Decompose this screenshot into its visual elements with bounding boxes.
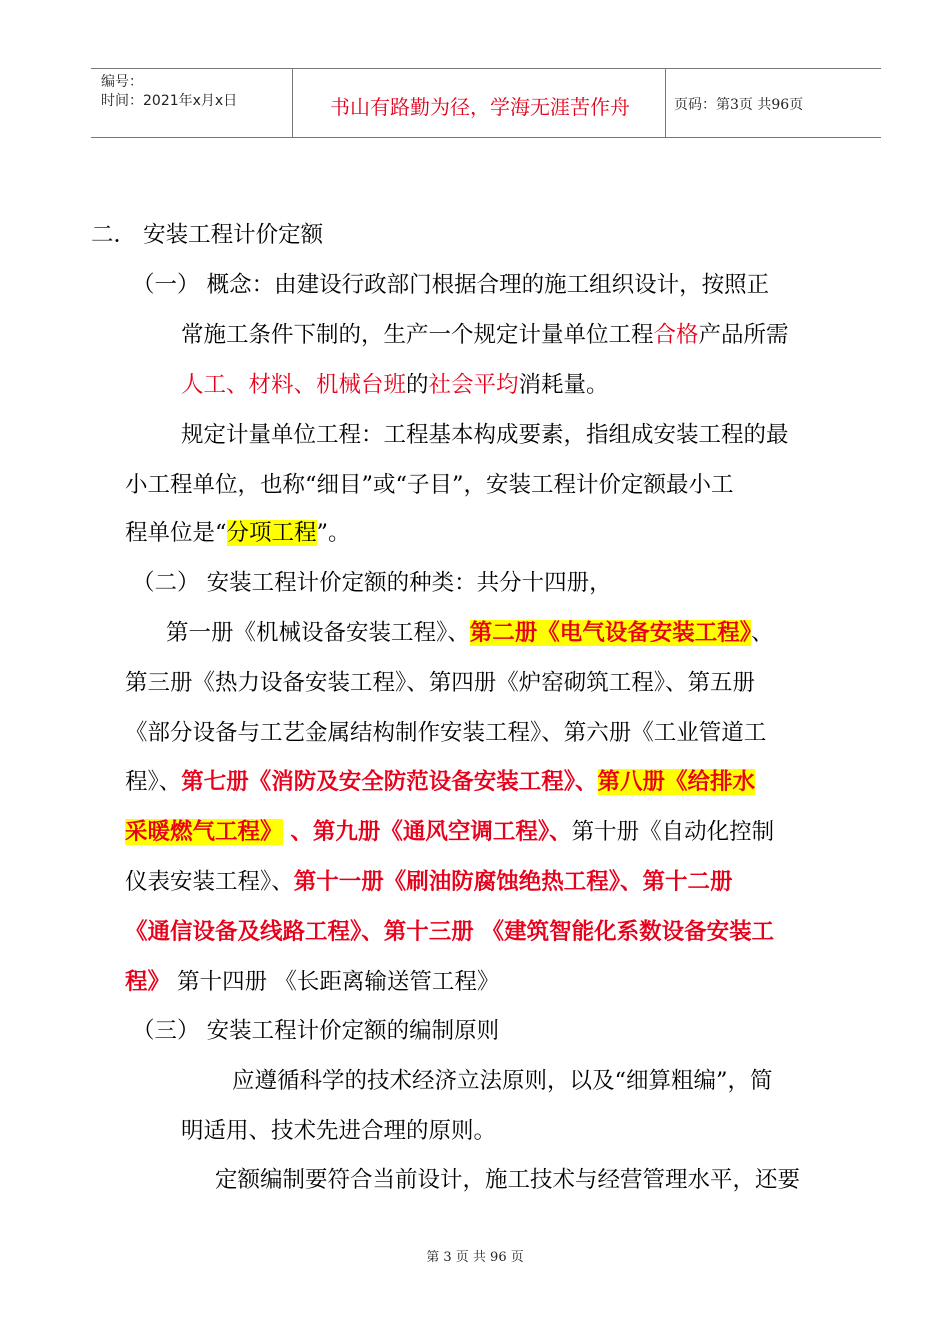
- text-run: 程》、: [125, 769, 182, 795]
- red-text-run: 第七册《消防及安全防范设备安装工程》、: [181, 769, 598, 795]
- paragraph-line: 明适用、技术先进合理的原则。: [181, 1118, 497, 1144]
- page-footer: 第 3 页 共 96 页: [426, 1250, 524, 1265]
- paragraph-line: （一） 概念：由建设行政部门根据合理的施工组织设计，按照正: [132, 272, 770, 298]
- paragraph-line: [125, 867, 733, 897]
- red-text-run: 第十一册《刷油防腐蚀绝热工程》、第十二册: [293, 869, 733, 895]
- highlighted-red-text-run: 采暖燃气工程》: [125, 819, 283, 845]
- header-page-info: 页码：第3页 共96页: [674, 97, 804, 113]
- header-number: 编号：: [101, 74, 143, 90]
- paragraph-line: 第三册《热力设备安装工程》、第四册《炉窑砌筑工程》、第五册: [125, 670, 756, 696]
- text-run: 第十册《自动化控制: [571, 819, 775, 845]
- text-run: 的: [406, 372, 429, 398]
- text-run: 第一册《机械设备安装工程》、: [166, 620, 470, 646]
- section-heading: 二． 安装工程计价定额: [91, 222, 324, 248]
- paragraph-line: [181, 320, 789, 350]
- text-run: 仪表安装工程》、: [125, 869, 294, 895]
- paragraph-line: 规定计量单位工程：工程基本构成要素，指组成安装工程的最: [181, 422, 789, 448]
- paragraph-line: [166, 618, 774, 648]
- text-run: 常施工条件下制的，生产一个规定计量单位工程: [181, 322, 654, 348]
- paragraph-line: 小工程单位，也称“细目”或“子目”，安装工程计价定额最小工: [125, 472, 734, 498]
- text-run: ”。: [316, 520, 351, 546]
- paragraph-line: [125, 518, 351, 548]
- header-divider: [665, 69, 666, 137]
- paragraph-line: [125, 967, 499, 997]
- paragraph-line: （二） 安装工程计价定额的种类：共分十四册，: [132, 570, 612, 596]
- paragraph-line: 应遵循科学的技术经济立法原则，以及“细算粗编”，简: [232, 1068, 773, 1094]
- red-text-run: 、第九册《通风空调工程》、: [282, 819, 572, 845]
- paragraph-line: 《通信设备及线路工程》、第十三册 《建筑智能化系数设备安装工: [125, 919, 775, 945]
- text-run: 产品所需: [698, 322, 789, 348]
- highlighted-red-text-run: 第八册《给排水: [597, 769, 756, 795]
- text-run: 第十四册 《长距离输送管工程》: [170, 969, 500, 995]
- text-run: 程单位是“: [125, 520, 227, 546]
- red-text-run: 合格: [653, 322, 699, 348]
- paragraph-line: （三） 安装工程计价定额的编制原则: [132, 1018, 500, 1044]
- paragraph-line: [125, 817, 774, 847]
- paragraph-line: 定额编制要符合当前设计，施工技术与经营管理水平，还要: [215, 1167, 801, 1193]
- red-text-run: 社会平均: [428, 372, 519, 398]
- text-run: 、: [751, 620, 774, 646]
- header-divider: [292, 69, 293, 137]
- paragraph-line: [181, 370, 609, 400]
- header-motto: 书山有路勤为径，学海无涯苦作舟: [330, 95, 630, 119]
- paragraph-line: [125, 767, 755, 797]
- header-meta: [101, 73, 237, 111]
- header-time: 时间：2021年x月x日: [101, 93, 238, 109]
- highlighted-red-text-run: 第二册《电气设备安装工程》: [469, 620, 752, 646]
- text-run: 消耗量。: [518, 372, 609, 398]
- red-text-run: 人工、材料、机械台班: [181, 372, 407, 398]
- paragraph-line: 《部分设备与工艺金属结构制作安装工程》、第六册《工业管道工: [125, 720, 767, 746]
- page-header: [91, 68, 881, 138]
- highlighted-text-run: 分项工程: [226, 520, 317, 546]
- red-text-run: 程》: [125, 969, 171, 995]
